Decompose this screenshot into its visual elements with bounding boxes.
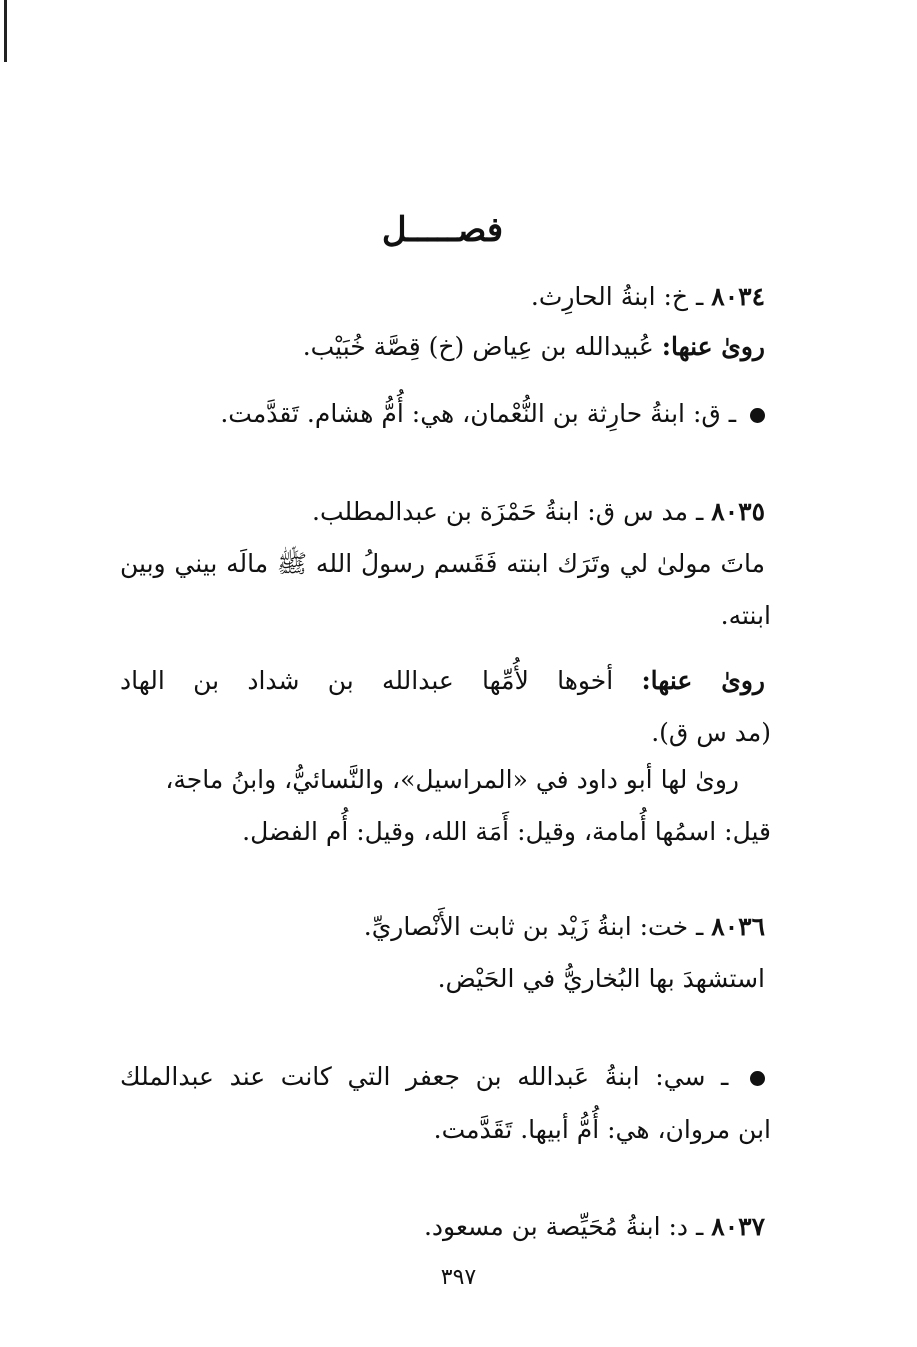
- entry-text: ـ د: ابنةُ مُحَيِّصة بن مسعود.: [423, 1212, 712, 1241]
- narrator-label: روىٰ عنها:: [661, 332, 765, 361]
- entry-8037: [120, 1210, 765, 1244]
- bullet-icon: [750, 1071, 765, 1086]
- entry-number: ٨٠٣٧: [711, 1212, 765, 1241]
- hadith-line-2: ابنته.: [720, 601, 771, 630]
- entry-8036: [120, 910, 765, 944]
- bullet-entry-si: [120, 1060, 765, 1094]
- bullet-icon: [750, 408, 765, 423]
- bukhari-line: استشهدَ بها البُخاريُّ في الحَيْض.: [437, 964, 765, 993]
- entry-text: ـ خ: ابنةُ الحارِث.: [530, 282, 712, 311]
- names-line: قيل: اسمُها أُمامة، وقيل: أَمَة الله، وقيل: أُم الفضل.: [242, 817, 771, 846]
- narrator-text: عُبيدالله بن عِياض (خ) قِصَّة خُبَيْب.: [302, 332, 662, 361]
- narrator-label: روىٰ عنها:: [641, 666, 766, 695]
- transmitters-line: روىٰ لها أبو داود في «المراسيل»، والنَّسائيُّ، وابنُ ماجة،: [165, 765, 739, 794]
- bullet-text: ـ ق: ابنةُ حارِثة بن النُّعْمان، هي: أُمُّ هشام. تَقدَّمت.: [220, 399, 744, 428]
- entry-text: ـ خت: ابنةُ زَيْد بن ثابت الأَنْصاريِّ.: [363, 912, 712, 941]
- entry-number: ٨٠٣٥: [711, 497, 765, 526]
- entry-text: ـ مد س ق: ابنةُ حَمْزَة بن عبدالمطلب.: [312, 497, 712, 526]
- section-title: فصـــــل: [381, 210, 504, 250]
- entry-8034: [120, 280, 765, 314]
- bullet-continuation: ابن مروان، هي: أُمُّ أبيها. تَقَدَّمت.: [433, 1115, 771, 1144]
- page-edge-mark: [4, 0, 7, 62]
- narrator-line: [120, 330, 765, 364]
- narrator-line-2: [120, 664, 765, 698]
- bullet-entry-qaf: [120, 397, 765, 431]
- narrator-text: أخوها لأُمِّها عبدالله بن شداد بن الهاد: [120, 666, 642, 695]
- document-page: [120, 0, 771, 1347]
- bullet-text: ـ سي: ابنةُ عَبدالله بن جعفر التي كانت عند عبدالملك: [120, 1062, 744, 1091]
- entry-8035: [120, 495, 765, 529]
- entry-number: ٨٠٣٦: [711, 912, 765, 941]
- entry-number: ٨٠٣٤: [711, 282, 765, 311]
- page-number: ٣٩٧: [440, 1265, 477, 1290]
- narrator-codes: (مد س ق).: [651, 718, 771, 747]
- hadith-line-1: ماتَ مولىٰ لي وتَرَك ابنته فَقَسم رسولُ الله ﷺ مالَه بيني وبين: [120, 549, 765, 578]
